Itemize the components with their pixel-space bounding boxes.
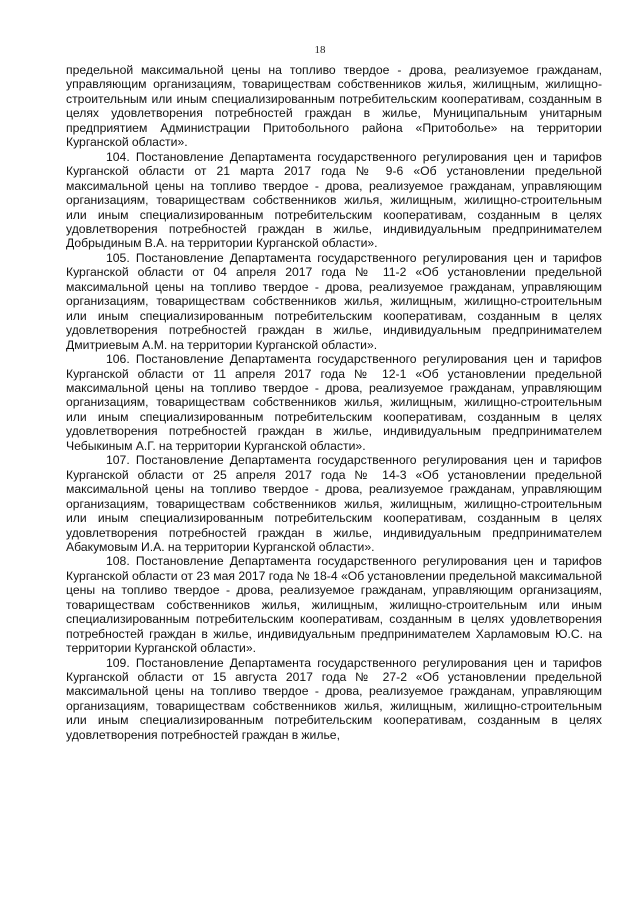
- list-item-106: 106. Постановление Департамента государственного регулирования цен и тарифов Курганской области от 11 апреля 2017 года № 12-1 «Об установлении предельной максимальной цены на топливо твердое - дрова, реализуемое гражданам, управляющим организациям, товариществам собственников жилья, жилищным, жилищно-строительным или иным специализированным потребительским кооперативам, созданным в целях удовлетворения потребностей граждан в жилье, индивидуальным предпринимателем Чебыкиным А.Г. на территории Курганской области».: [66, 352, 602, 453]
- list-item-104: 104. Постановление Департамента государственного регулирования цен и тарифов Курганской области от 21 марта 2017 года № 9-6 «Об установлении предельной максимальной цены на топливо твердое - дрова, реализуемое гражданам, управляющим организациям, товариществам собственников жилья, жилищным, жилищно-строительным или иным специализированным потребительским кооперативам, созданным в целях удовлетворения потребностей граждан в жилье, индивидуальным предпринимателем Добрыдиным В.А. на территории Курганской области».: [66, 149, 602, 251]
- list-item-107: 107. Постановление Департамента государственного регулирования цен и тарифов Курганской области от 25 апреля 2017 года № 14-3 «Об установлении предельной максимальной цены на топливо твердое - дрова, реализуемое гражданам, управляющим организациям, товариществам собственников жилья, жилищным, жилищно-строительным или иным специализированным потребительским кооперативам, созданным в целях удовлетворения потребностей граждан в жилье, индивидуальным предпринимателем Абакумовым И.А. на территории Курганской области».: [66, 453, 602, 554]
- list-item-108: 108. Постановление Департамента государственного регулирования цен и тарифов Курганской области от 23 мая 2017 года № 18-4 «Об установлении предельной максимальной цены на топливо твердое - дрова, реализуемое гражданам, управляющим организациям, товариществам собственников жилья, жилищным, жилищно-строительным или иным специализированным потребительским кооперативам, созданным в целях удовлетворения потребностей граждан в жилье, индивидуальным предпринимателем Харламовым Ю.С. на территории Курганской области».: [66, 554, 602, 656]
- list-item-109: 109. Постановление Департамента государственного регулирования цен и тарифов Курганской области от 15 августа 2017 года № 27-2 «Об установлении предельной максимальной цены на топливо твердое - дрова, реализуемое гражданам, управляющим организациям, товариществам собственников жилья, жилищным, жилищно-строительным или иным специализированным потребительским кооперативам, созданным в целях удовлетворения потребностей граждан в жилье,: [66, 655, 602, 742]
- document-body: [66, 63, 602, 742]
- list-item-105: 105. Постановление Департамента государственного регулирования цен и тарифов Курганской области от 04 апреля 2017 года № 11-2 «Об установлении предельной максимальной цены на топливо твердое - дрова, реализуемое гражданам, управляющим организациям, товариществам собственников жилья, жилищным, жилищно-строительным или иным специализированным потребительским кооперативам, созданным в целях удовлетворения потребностей граждан в жилье, индивидуальным предпринимателем Дмитриевым А.М. на территории Курганской области».: [66, 250, 602, 352]
- page-number: 18: [314, 44, 326, 56]
- paragraph-continuation: предельной максимальной цены на топливо твердое - дрова, реализуемое гражданам, управляющим организациям, товариществам собственников жилья, жилищным, жилищно-строительным или иным специализированным потребительским кооперативам, созданным в целях удовлетворения потребностей граждан в жилье, Муниципальным унитарным предприятием Администрации Притобольного района «Притоболье» на территории Курганской области».: [66, 63, 602, 150]
